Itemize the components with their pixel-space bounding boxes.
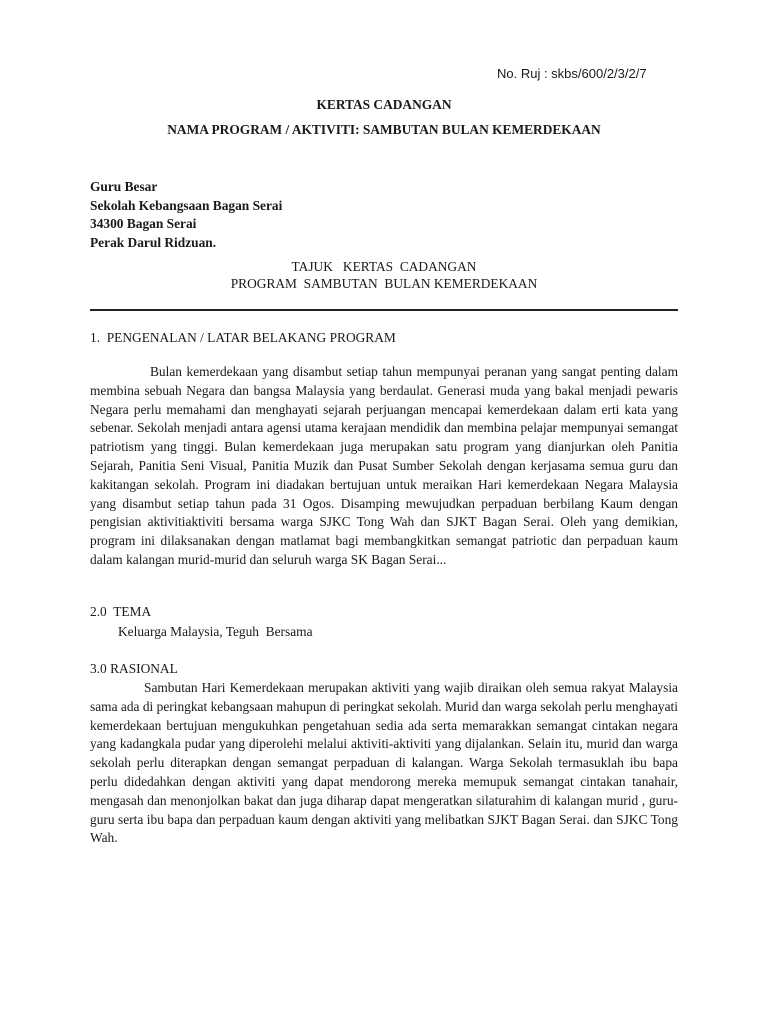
address-line: Sekolah Kebangsaan Bagan Serai <box>90 197 283 213</box>
section-heading-rationale: 3.0 RASIONAL <box>90 661 178 676</box>
document-title: KERTAS CADANGAN <box>316 97 452 112</box>
intro-paragraph: Bulan kemerdekaan yang disambut setiap tahun mempunyai peranan yang sangat penting dalam membina sebuah Negara dan bangsa Malaysia yang berdaulat. Generasi muda yang bakal menjadi pewaris Negara perlu memahami dan menghayati sejarah perjuangan mencapai kemerdekaan dalam erti kata yang sebenar. Sekolah menjadi antara agensi utama kerajaan mendidik dan membina pelajar mempunyai semangat patriotism yang tinggi. Bulan kemerdekaan juga merupakan satu program yang dianjurkan oleh Panitia Sejarah, Panitia Seni Visual, Panitia Muzik dan Pusat Sumber Sekolah dengan kerjasama semua guru dan kakitangan sekolah. Program ini diadakan bertujuan untuk meraikan Hari kemerdekaan Negara Malaysia yang disambut setiap tahun pada 31 Ogos. Disamping mewujudkan perpaduan berbilang Kaum dengan pengisian aktivitiaktiviti bersama warga SJKC Tong Wah dan SJKT Bagan Serai. Oleh yang demikian, program ini dilaksanakan dengan matlamat bagi membangkitkan semangat patriotic dan perpaduan kaum dalam kalangan murid-murid dan seluruh warga SK Bagan Serai... <box>90 364 678 567</box>
address-line: 34300 Bagan Serai <box>90 216 197 231</box>
proposal-heading-line1: TAJUK KERTAS CADANGAN <box>291 259 477 274</box>
section-heading-intro: 1. PENGENALAN / LATAR BELAKANG PROGRAM <box>90 330 396 345</box>
reference-number: No. Ruj : skbs/600/2/3/2/7 <box>497 66 647 81</box>
horizontal-divider <box>90 309 678 311</box>
address-line: Guru Besar <box>90 179 158 194</box>
address-line: Perak Darul Ridzuan. <box>90 234 217 250</box>
section-heading-theme: 2.0 TEMA <box>90 604 152 619</box>
recipient-address <box>90 178 282 252</box>
theme-text: Keluarga Malaysia, Teguh Bersama <box>118 624 313 639</box>
rationale-paragraph: Sambutan Hari Kemerdekaan merupakan aktiviti yang wajib diraikan oleh semua rakyat Malaysia sama ada di peringkat kebangsaan mahupun di peringkat sekolah. Murid dan warga sekolah perlu menghayati kemerdekaan bertujuan mengukuhkan pengetahuan sedia ada serta memarakkan semangat cintakan negara yang kadangkala pudar yang diperolehi melalui aktiviti-aktiviti yang dijalankan. Selain itu, murid dan warga sekolah perlu diterapkan dengan semangat perpaduan di kalangan. Warga Sekolah termasuklah ibu bapa perlu didedahkan dengan aktiviti yang dapat mendorong mereka memupuk semangat cintakan tanahair, mengasah dan menonjolkan bakat dan juga diharap dapat mengeratkan silaturahim di kalangan murid , guru-guru serta ibu bapa dan perpaduan kaum dengan aktiviti yang melibatkan SJKT Bagan Serai. dan SJKC Tong Wah. <box>90 680 678 846</box>
program-name: NAMA PROGRAM / AKTIVITI: SAMBUTAN BULAN KEMERDEKAAN <box>167 122 601 137</box>
proposal-heading-line2: PROGRAM SAMBUTAN BULAN KEMERDEKAAN <box>230 276 538 291</box>
